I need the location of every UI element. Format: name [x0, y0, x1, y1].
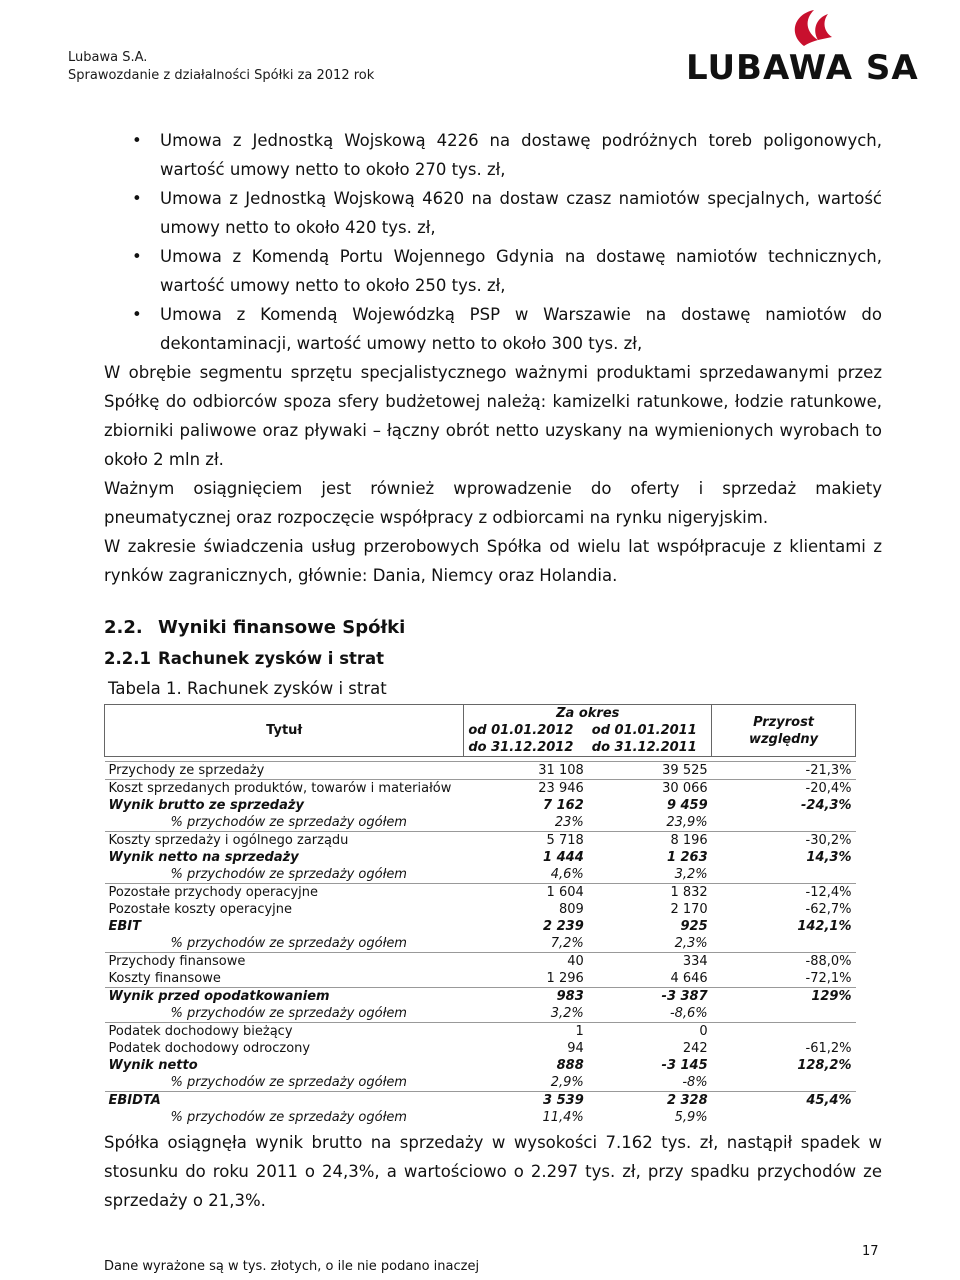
change-header-line1: Przyrost [753, 714, 815, 730]
relative-change [712, 1005, 856, 1023]
table-row [105, 1057, 856, 1074]
value-2011: 1 832 [588, 884, 712, 902]
relative-change [712, 866, 856, 884]
value-2011: 334 [588, 953, 712, 971]
table-row [105, 901, 856, 918]
row-label: Wynik netto na sprzedaży [108, 850, 299, 865]
relative-change: -24,3% [801, 798, 852, 813]
table-header-change [712, 705, 856, 757]
row-label: Wynik netto [108, 1058, 198, 1073]
income-statement-table [104, 704, 856, 1126]
table-row [105, 780, 856, 798]
table-row [105, 832, 856, 850]
value-2011: 2 170 [670, 902, 708, 917]
lubawa-logo [686, 6, 936, 86]
list-item: • Umowa z Jednostką Wojskową 4620 na dostaw czasz namiotów specjalnych, wartość umowy netto to około 420 tys. zł, [104, 184, 882, 242]
value-2012: 11,4% [542, 1110, 584, 1125]
list-item: • Umowa z Jednostką Wojskową 4226 na dostawę podróżnych toreb poligonowych, wartość umowy netto to około 270 tys. zł, [104, 126, 882, 184]
contract-list [104, 126, 882, 358]
relative-change: -12,4% [712, 884, 856, 902]
value-2012: 7 162 [543, 798, 584, 813]
row-label: Koszt sprzedanych produktów, towarów i materiałów [105, 780, 464, 798]
value-2011: 8 196 [588, 832, 712, 850]
value-2012: 40 [464, 953, 588, 971]
relative-change [712, 1023, 856, 1041]
row-label: Przychody finansowe [105, 953, 464, 971]
relative-change: 142,1% [797, 919, 852, 934]
value-2011: 5,9% [674, 1110, 708, 1125]
page-number: 17 [862, 1244, 879, 1259]
page-content [104, 126, 882, 1215]
value-2011: 9 459 [666, 798, 708, 813]
table-caption: Tabela 1. Rachunek zysków i strat [108, 679, 387, 698]
value-2011: 23,9% [666, 815, 708, 830]
row-label: % przychodów ze sprzedaży ogółem [170, 815, 407, 830]
closing-paragraph: Spółka osiągnęła wynik brutto na sprzedaży w wysokości 7.162 tys. zł, nastąpił spadek w stosunku do roku 2011 o 24,3%, a wartościowo o 2.297 tys. zł, przy spadku przychodów ze sprzedaży o 21,3%. [104, 1133, 882, 1210]
paragraph: Ważnym osiągnięciem jest również wprowadzenie do oferty i sprzedaż makiety pneumatycznej oraz rozpoczęcie współpracy z odbiorcami na rynku nigeryjskim. [104, 479, 882, 527]
row-label: Wynik brutto ze sprzedaży [108, 798, 304, 813]
table-header-title: Tytuł [105, 705, 464, 757]
relative-change: 45,4% [712, 1092, 856, 1110]
table-row [105, 1109, 856, 1126]
value-2012: 1 296 [546, 971, 584, 986]
relative-change: -72,1% [805, 971, 852, 986]
row-label: EBIDTA [105, 1092, 464, 1110]
value-2011: 30 066 [588, 780, 712, 798]
value-2011: -3 145 [661, 1058, 708, 1073]
table-header-2011 [588, 722, 712, 757]
value-2011: 2 328 [588, 1092, 712, 1110]
table-row [105, 866, 856, 884]
table-row [105, 988, 856, 1006]
value-2011: 39 525 [588, 762, 712, 780]
row-label: Podatek dochodowy bieżący [105, 1023, 464, 1041]
value-2012: 23 946 [464, 780, 588, 798]
table-row [105, 1005, 856, 1023]
relative-change: -30,2% [712, 832, 856, 850]
relative-change [712, 1074, 856, 1092]
row-label: Przychody ze sprzedaży [105, 762, 464, 780]
report-title: Sprawozdanie z działalności Spółki za 2012 rok [68, 68, 375, 83]
table-row [105, 970, 856, 988]
value-2012: 1 [464, 1023, 588, 1041]
row-label: % przychodów ze sprzedaży ogółem [170, 1075, 407, 1090]
value-2012: 23% [554, 815, 584, 830]
relative-change [712, 1109, 856, 1126]
relative-change: -61,2% [805, 1041, 852, 1056]
subsection-heading [104, 648, 882, 670]
list-item: • Umowa z Komendą Wojewódzką PSP w Warszawie na dostawę namiotów do dekontaminacji, wartość umowy netto to około 300 tys. zł, [104, 300, 882, 358]
row-label: % przychodów ze sprzedaży ogółem [170, 1110, 407, 1125]
row-label: Koszty finansowe [108, 971, 221, 986]
table-row [105, 849, 856, 866]
list-item: • Umowa z Komendą Portu Wojennego Gdynia na dostawę namiotów technicznych, wartość umowy netto to około 250 tys. zł, [104, 242, 882, 300]
table-body [105, 762, 856, 1127]
value-2011: 0 [588, 1023, 712, 1041]
company-name: Lubawa S.A. [68, 50, 148, 65]
table-row [105, 918, 856, 935]
section-heading [104, 616, 882, 640]
relative-change: -62,7% [805, 902, 852, 917]
value-2011: -8,6% [669, 1006, 708, 1021]
period-2011-to: do 31.12.2011 [591, 740, 697, 755]
value-2012: 809 [558, 902, 584, 917]
row-label: Podatek dochodowy odroczony [108, 1041, 311, 1056]
period-2012-from: od 01.01.2012 [468, 723, 574, 738]
value-2012: 5 718 [464, 832, 588, 850]
value-2012: 1 604 [464, 884, 588, 902]
table-row [105, 1074, 856, 1092]
document-header [68, 49, 374, 85]
relative-change: -20,4% [712, 780, 856, 798]
row-label: Pozostałe koszty operacyjne [108, 902, 293, 917]
value-2012: 94 [567, 1041, 584, 1056]
row-label: Koszty sprzedaży i ogólnego zarządu [105, 832, 464, 850]
row-label: Wynik przed opodatkowaniem [105, 988, 464, 1006]
table-header-period: Za okres [464, 705, 712, 723]
relative-change: 129% [712, 988, 856, 1006]
value-2012: 983 [464, 988, 588, 1006]
row-label: EBIT [108, 919, 141, 934]
paragraph: W obrębie segmentu sprzętu specjalistycznego ważnymi produktami sprzedawanymi przez Spółkę do odbiorców spoza sfery budżetowej należą: kamizelki ratunkowe, łodzie ratunkowe, zbiorniki paliwowe oraz pływaki – łączny obrót netto uzyskany na wymienionych wyrobach to około 2 mln zł. [104, 363, 882, 469]
value-2011: 2,3% [674, 936, 708, 951]
logo-swoosh-icon [686, 6, 936, 51]
value-2011: 3,2% [674, 867, 708, 882]
subsection-number: 2.2.1 [104, 649, 151, 668]
relative-change [712, 814, 856, 832]
table-row [105, 814, 856, 832]
table-row [105, 884, 856, 902]
relative-change: 128,2% [797, 1058, 852, 1073]
paragraph: W zakresie świadczenia usług przerobowych Spółka od wielu lat współpracuje z klientami z rynków zagranicznych, głównie: Dania, Niemcy oraz Holandia. [104, 537, 882, 585]
relative-change: -88,0% [712, 953, 856, 971]
table-row [105, 1040, 856, 1057]
value-2011: 242 [682, 1041, 708, 1056]
relative-change [712, 935, 856, 953]
table-row [105, 797, 856, 814]
value-2012: 888 [556, 1058, 584, 1073]
logo-text: LUBAWA SA [686, 48, 919, 88]
section-title: Wyniki finansowe Spółki [158, 617, 406, 638]
row-label: Pozostałe przychody operacyjne [105, 884, 464, 902]
table-header-2012 [464, 722, 588, 757]
relative-change: 14,3% [806, 850, 852, 865]
value-2011: 925 [680, 919, 708, 934]
value-2011: -8% [682, 1075, 708, 1090]
value-2011: -3 387 [588, 988, 712, 1006]
table-row [105, 1092, 856, 1110]
table-row [105, 953, 856, 971]
row-label: % przychodów ze sprzedaży ogółem [170, 1006, 407, 1021]
period-2012-to: do 31.12.2012 [468, 740, 574, 755]
value-2012: 2 239 [543, 919, 584, 934]
subsection-title: Rachunek zysków i strat [158, 649, 385, 668]
value-2011: 4 646 [670, 971, 708, 986]
relative-change: -21,3% [712, 762, 856, 780]
value-2012: 1 444 [543, 850, 584, 865]
value-2012: 4,6% [550, 867, 584, 882]
value-2011: 1 263 [666, 850, 708, 865]
value-2012: 31 108 [464, 762, 588, 780]
period-2011-from: od 01.01.2011 [591, 723, 697, 738]
table-row [105, 762, 856, 780]
table-row [105, 1023, 856, 1041]
value-2012: 3 539 [464, 1092, 588, 1110]
row-label: % przychodów ze sprzedaży ogółem [170, 936, 407, 951]
row-label: % przychodów ze sprzedaży ogółem [170, 867, 407, 882]
value-2012: 2,9% [550, 1075, 584, 1090]
value-2012: 7,2% [550, 936, 584, 951]
footer-note: Dane wyrażone są w tys. złotych, o ile nie podano inaczej [104, 1259, 480, 1274]
table-row [105, 935, 856, 953]
change-header-line2: względny [748, 731, 819, 747]
section-number: 2.2. [104, 617, 143, 638]
value-2012: 3,2% [550, 1006, 584, 1021]
